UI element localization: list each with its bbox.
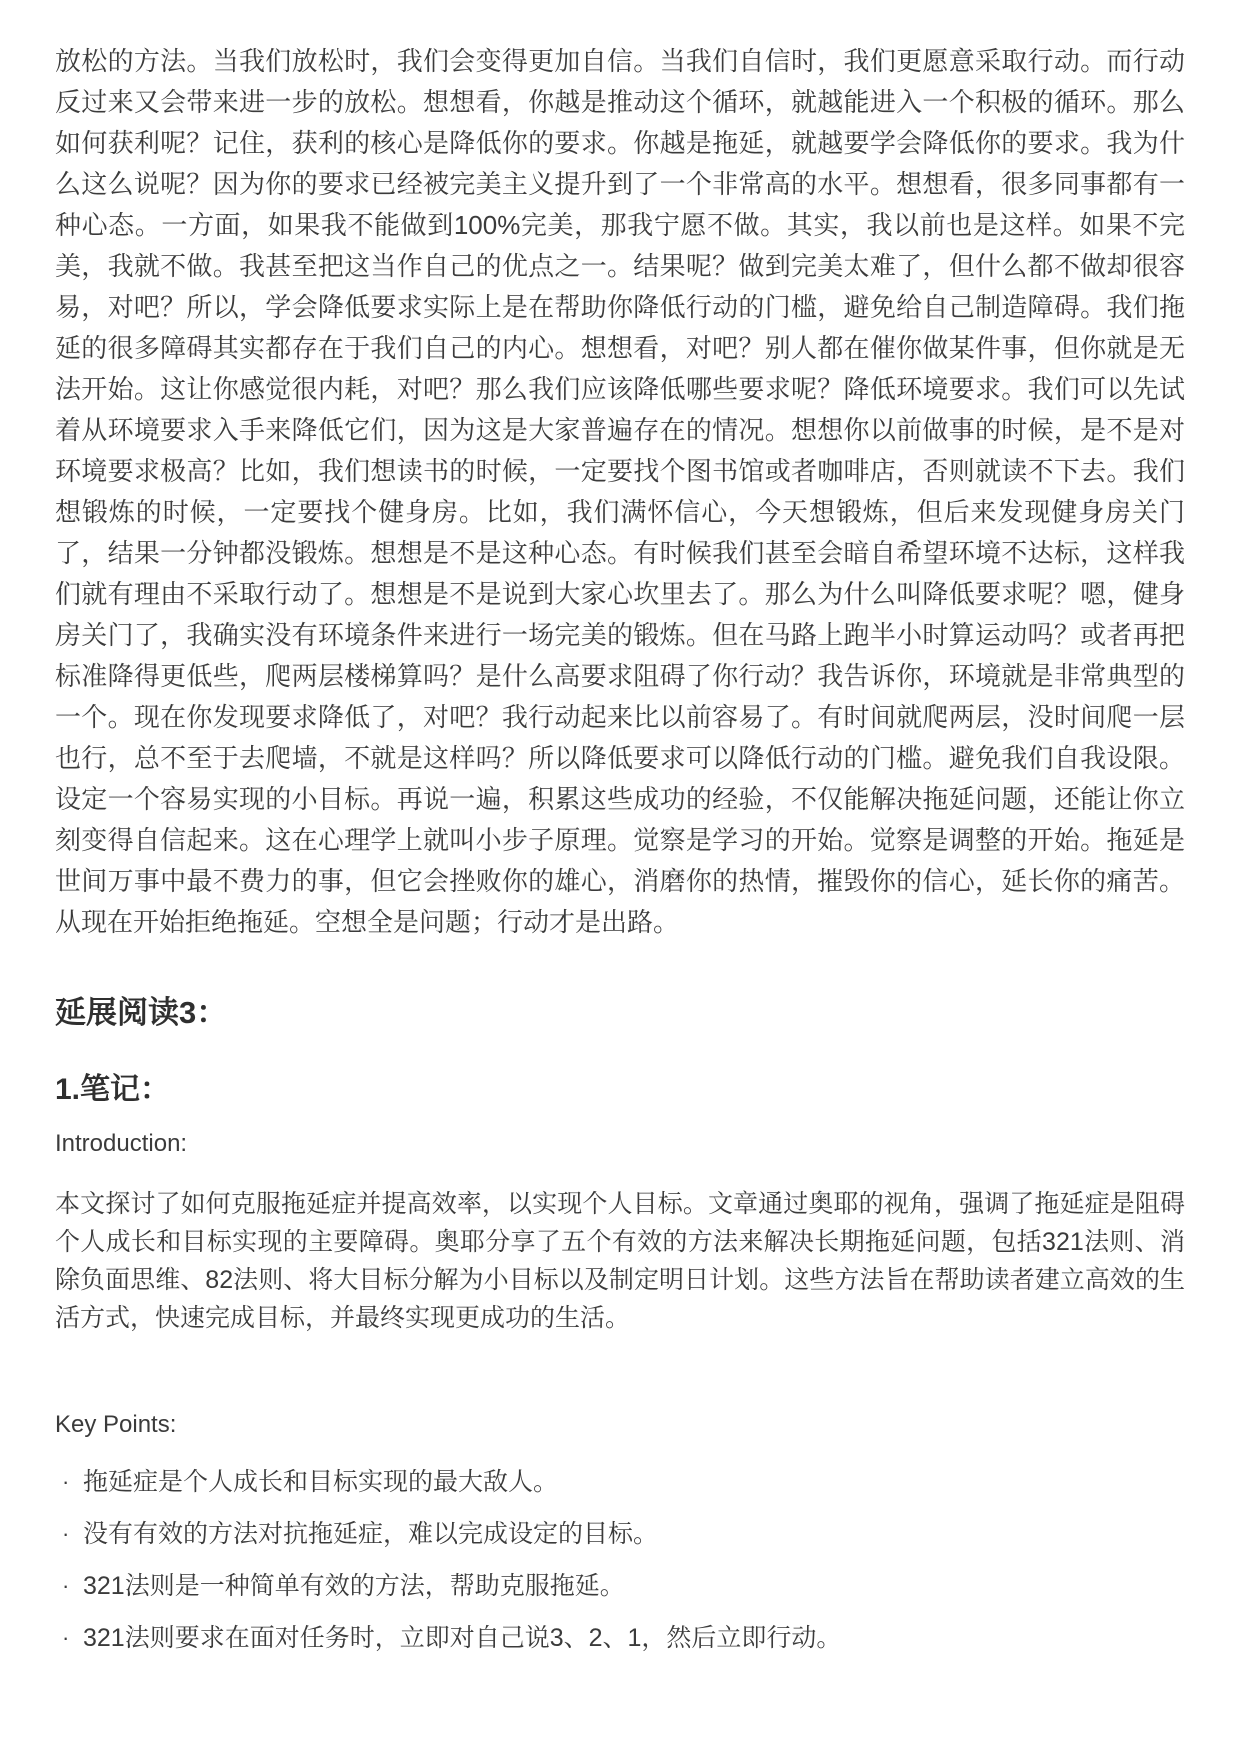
list-item-text: 321法则要求在面对任务时，立即对自己说3、2、1，然后立即行动。	[83, 1624, 842, 1652]
list-item-text: 拖延症是个人成长和目标实现的最大敌人。	[83, 1468, 559, 1496]
introduction-paragraph: 本文探讨了如何克服拖延症并提高效率，以实现个人目标。文章通过奥耶的视角，强调了拖延症是阻碍个人成长和目标实现的主要障碍。奥耶分享了五个有效的方法来解决长期拖延问题，包括321法则、消除负面思维、82法则、将大目标分解为小目标以及制定明日计划。这些方法旨在帮助读者建立高效的生活方式，快速完成目标，并最终实现更成功的生活。	[55, 1190, 1185, 1332]
bullet-dot-icon: ·	[62, 1469, 70, 1494]
list-item-text: 321法则是一种简单有效的方法，帮助克服拖延。	[83, 1572, 625, 1600]
list-item	[55, 1619, 1185, 1657]
introduction-label: Introduction:	[55, 1130, 188, 1157]
list-item	[55, 1567, 1185, 1605]
key-points-list	[55, 1463, 1185, 1657]
bullet-dot-icon: ·	[62, 1573, 70, 1598]
list-item	[55, 1515, 1185, 1553]
bullet-dot-icon: ·	[62, 1625, 70, 1650]
subsection-heading-notes: 1.笔记：	[55, 1073, 171, 1106]
key-points-label: Key Points:	[55, 1411, 177, 1438]
list-item	[55, 1463, 1185, 1501]
bullet-dot-icon: ·	[62, 1521, 70, 1546]
list-item-text: 没有有效的方法对抗拖延症，难以完成设定的目标。	[83, 1520, 659, 1548]
main-paragraph: 放松的方法。当我们放松时，我们会变得更加自信。当我们自信时，我们更愿意采取行动。而行动反过来又会带来进一步的放松。想想看，你越是推动这个循环，就越能进入一个积极的循环。那么如何获利呢？记住，获利的核心是降低你的要求。你越是拖延，就越要学会降低你的要求。我为什么这么说呢？因为你的要求已经被完美主义提升到了一个非常高的水平。想想看，很多同事都有一种心态。一方面，如果我不能做到100%完美，那我宁愿不做。其实，我以前也是这样。如果不完美，我就不做。我甚至把这当作自己的优点之一。结果呢？做到完美太难了，但什么都不做却很容易，对吧？所以，学会降低要求实际上是在帮助你降低行动的门槛，避免给自己制造障碍。我们拖延的很多障碍其实都存在于我们自己的内心。想想看，对吧？别人都在催你做某件事，但你就是无法开始。这让你感觉很内耗，对吧？那么我们应该降低哪些要求呢？降低环境要求。我们可以先试着从环境要求入手来降低它们，因为这是大家普遍存在的情况。想想你以前做事的时候，是不是对环境要求极高？比如，我们想读书的时候，一定要找个图书馆或者咖啡店，否则就读不下去。我们想锻炼的时候，一定要找个健身房。比如，我们满怀信心，今天想锻炼，但后来发现健身房关门了，结果一分钟都没锻炼。想想是不是这种心态。有时候我们甚至会暗自希望环境不达标，这样我们就有理由不采取行动了。想想是不是说到大家心坎里去了。那么为什么叫降低要求呢？嗯，健身房关门了，我确实没有环境条件来进行一场完美的锻炼。但在马路上跑半小时算运动吗？或者再把标准降得更低些，爬两层楼梯算吗？是什么高要求阻碍了你行动？我告诉你，环境就是非常典型的一个。现在你发现要求降低了，对吧？我行动起来比以前容易了。有时间就爬两层，没时间爬一层也行，总不至于去爬墙，不就是这样吗？所以降低要求可以降低行动的门槛。避免我们自我设限。设定一个容易实现的小目标。再说一遍，积累这些成功的经验，不仅能解决拖延问题，还能让你立刻变得自信起来。这在心理学上就叫小步子原理。觉察是学习的开始。觉察是调整的开始。拖延是世间万事中最不费力的事，但它会挫败你的雄心，消磨你的热情，摧毁你的信心，延长你的痛苦。从现在开始拒绝拖延。空想全是问题；行动才是出路。	[55, 46, 1185, 937]
section-heading-extended-reading-3: 延展阅读3：	[55, 995, 228, 1030]
